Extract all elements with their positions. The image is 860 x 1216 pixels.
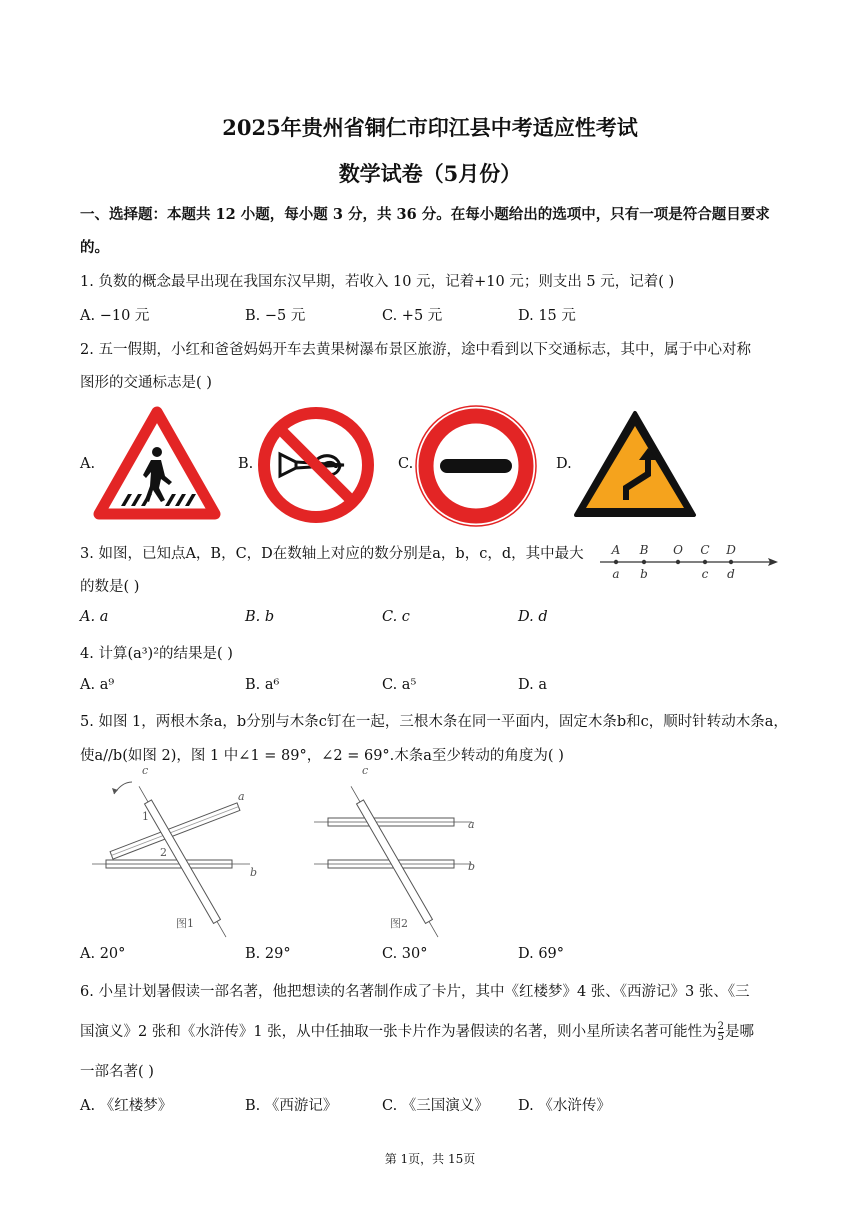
q4-option-c: C. a⁵ [382,677,417,693]
question-2-stem-cont: 图形的交通标志是( ) [80,375,212,391]
q5-option-d: D. 69° [518,946,565,962]
winding-road-sign-icon [573,410,697,518]
q3-option-d: D. d [518,609,548,625]
q6-option-c: C. 《三国演义》 [382,1098,489,1114]
point-a-dot [614,560,618,564]
question-5-stem-cont: 使a//b(如图 2)，图 1 中∠1 = 89°，∠2 = 69°.木条a至少转动的角度为( ) [80,748,564,764]
value-label-a: a [612,567,620,581]
no-honking-sign-icon [256,406,376,524]
fig2-caption: 图2 [390,917,408,930]
q1-option-c: C. +5 元 [382,308,443,324]
angle-1-label: 1 [142,810,149,823]
angle-2-label: 2 [160,846,167,859]
point-b-dot [642,560,646,564]
point-c-dot [703,560,707,564]
question-6-stem-end: 一部名著( ) [80,1064,154,1080]
value-label-c: c [701,567,709,581]
stick-a [314,818,472,826]
q2-label-b: B. [238,456,254,472]
stick-figure-2 [312,766,487,932]
point-label-b: B [639,543,649,557]
fraction-numerator: 2 [717,1020,725,1032]
question-4-stem: 4. 计算(a³)²的结果是( ) [80,646,233,662]
q6-option-a: A. 《红楼梦》 [80,1098,173,1114]
point-o-dot [676,560,680,564]
q3-option-a: A. a [80,609,109,625]
q6-option-d: D. 《水浒传》 [518,1098,611,1114]
fig1-label-a: a [238,790,245,803]
page-footer: 第 1页，共 15页 [384,1152,476,1166]
point-label-d: D [726,543,736,557]
point-label-c: C [700,543,710,557]
exam-title: 2025年贵州省铜仁市印江县中考适应性考试 [222,115,638,140]
q2-label-c: C. [398,456,414,472]
q4-option-a: A. a⁹ [80,677,115,693]
q4-option-d: D. a [518,677,547,693]
question-6-stem-cont [80,1020,754,1043]
section-header-cont: 的。 [80,239,109,256]
question-1-stem: 1. 负数的概念最早出现在我国东汉早期，若收入 10 元，记着+10 元；则支出 5 元，记着( ) [80,274,675,290]
q1-option-a: A. −10 元 [80,308,150,324]
q1-option-d: D. 15 元 [518,308,576,324]
point-label-o: O [673,543,683,557]
section-header: 一、选择题：本题共 12 小题，每小题 3 分，共 36 分。在每小题给出的选项中，只有一项是符合题目要求 [80,206,770,223]
fig1-label-c: c [142,764,149,777]
q5-option-c: C. 30° [382,946,428,962]
q2-label-a: A. [80,456,96,472]
q5-option-a: A. 20° [80,946,126,962]
q6-option-b: B. 《西游记》 [245,1098,338,1114]
value-label-b: b [640,567,648,581]
question-2-stem: 2. 五一假期，小红和爸爸妈妈开车去黄果树瀑布景区旅游，途中看到以下交通标志，其中，属于中心对称 [80,342,751,358]
point-label-a: A [611,543,621,557]
q6-stem-text: 国演义》2 张和《水浒传》1 张，从中任抽取一张卡片作为暑假读的名著，则小星所读名著可能性为 [80,1024,717,1040]
fig2-label-a: a [468,818,475,831]
fig2-label-b: b [468,860,476,873]
question-6-stem: 6. 小星计划暑假读一部名著，他把想读的名著制作成了卡片，其中《红楼梦》4 张、《西游记》3 张、《三 [80,984,750,1000]
exam-subtitle: 数学试卷（5月份） [338,161,522,186]
q6-stem-tail: 是哪 [725,1024,755,1040]
value-label-d: d [727,567,735,581]
point-d-dot [729,560,733,564]
q3-option-c: C. c [382,609,410,625]
fraction-denominator: 5 [717,1031,725,1043]
question-5-stem: 5. 如图 1，两根木条a，b分别与木条c钉在一起，三根木条在同一平面内，固定木条b和c，顺时针转动木条a， [80,714,788,730]
q3-option-b: B. b [245,609,275,625]
probability-fraction [718,1022,724,1043]
q4-option-b: B. a⁶ [245,677,280,693]
q1-option-b: B. −5 元 [245,308,306,324]
fig1-caption: 图1 [176,917,194,930]
pedestrian-crossing-sign-icon [95,408,219,520]
stick-figure-1 [90,766,265,932]
q5-option-b: B. 29° [245,946,291,962]
question-3-stem-cont: 的数是( ) [80,579,140,595]
no-entry-sign-icon [414,404,538,528]
question-3-stem: 3. 如图，已知点A，B，C，D在数轴上对应的数分别是a，b，c，d，其中最大 [80,546,584,562]
q2-label-d: D. [556,456,572,472]
number-line-figure [598,542,780,584]
fig2-label-c: c [362,764,369,777]
fig1-label-b: b [250,866,258,879]
